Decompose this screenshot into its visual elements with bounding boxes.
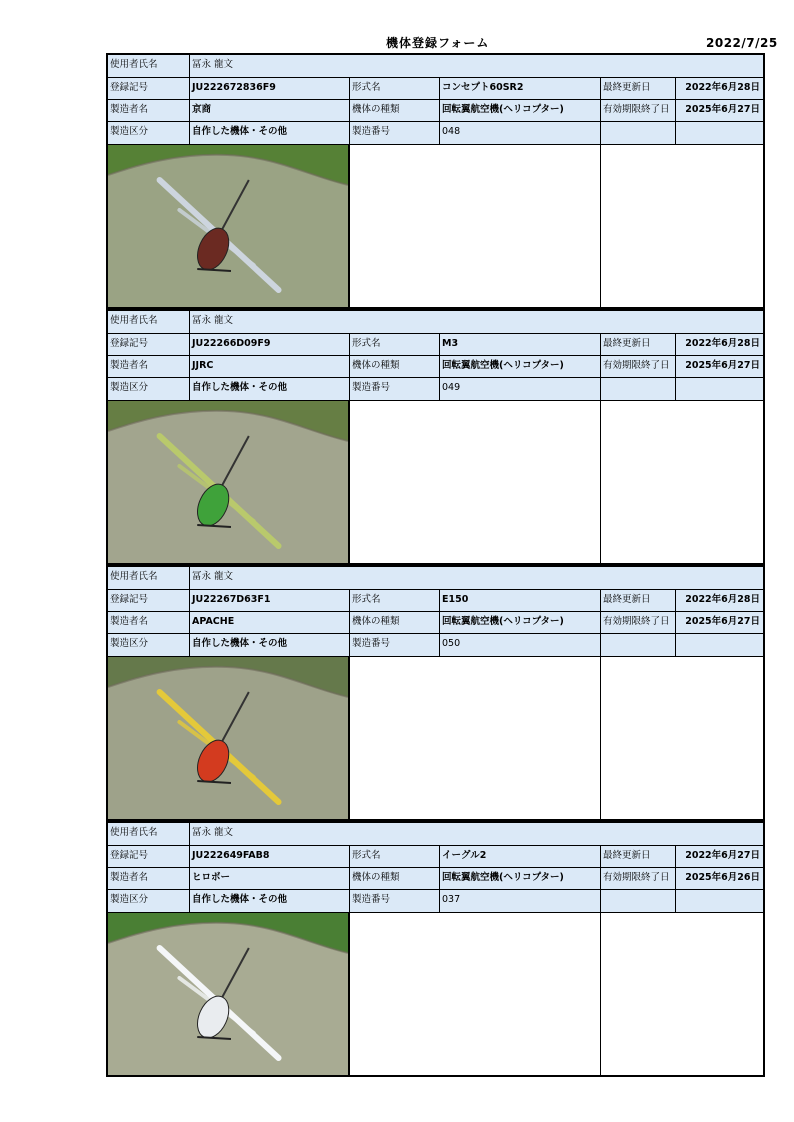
reg-no-value: JU22267D63F1 xyxy=(190,590,350,612)
category-value: 自作した機体・その他 xyxy=(190,634,350,657)
blank-area xyxy=(350,145,601,307)
blank-area xyxy=(350,913,601,1075)
category-label: 製造区分 xyxy=(108,122,190,145)
owner-label: 使用者氏名 xyxy=(108,311,190,334)
owner-value: 冨永 龍文 xyxy=(190,55,763,78)
reg-no-label: 登録記号 xyxy=(108,590,190,612)
empty-cell xyxy=(676,890,763,913)
expiry-value: 2025年6月27日 xyxy=(676,612,763,634)
category-label: 製造区分 xyxy=(108,890,190,913)
category-value: 自作した機体・その他 xyxy=(190,890,350,913)
record-block xyxy=(106,53,765,309)
reg-no-value: JU222672836F9 xyxy=(190,78,350,100)
owner-value: 冨永 龍文 xyxy=(190,823,763,846)
model-label: 形式名 xyxy=(350,78,440,100)
blank-area xyxy=(350,401,601,563)
record-list xyxy=(106,53,765,1077)
last-update-label: 最終更新日 xyxy=(601,78,676,100)
aircraft-photo xyxy=(108,401,350,563)
aircraft-photo xyxy=(108,913,350,1075)
owner-label: 使用者氏名 xyxy=(108,55,190,78)
last-update-label: 最終更新日 xyxy=(601,334,676,356)
serial-label: 製造番号 xyxy=(350,378,440,401)
empty-cell xyxy=(676,634,763,657)
helicopter-photo-icon xyxy=(108,145,348,307)
last-update-value: 2022年6月27日 xyxy=(676,846,763,868)
category-label: 製造区分 xyxy=(108,378,190,401)
owner-label: 使用者氏名 xyxy=(108,823,190,846)
last-update-label: 最終更新日 xyxy=(601,846,676,868)
type-value: 回転翼航空機(ヘリコプター) xyxy=(440,612,601,634)
model-value: コンセプト60SR2 xyxy=(440,78,601,100)
expiry-value: 2025年6月27日 xyxy=(676,356,763,378)
category-label: 製造区分 xyxy=(108,634,190,657)
record-block xyxy=(106,309,765,565)
owner-label: 使用者氏名 xyxy=(108,567,190,590)
type-value: 回転翼航空機(ヘリコプター) xyxy=(440,100,601,122)
last-update-value: 2022年6月28日 xyxy=(676,78,763,100)
empty-cell xyxy=(601,378,676,401)
record-block xyxy=(106,821,765,1077)
category-value: 自作した機体・その他 xyxy=(190,378,350,401)
type-label: 機体の種類 xyxy=(350,868,440,890)
serial-label: 製造番号 xyxy=(350,890,440,913)
maker-label: 製造者名 xyxy=(108,356,190,378)
blank-area xyxy=(350,657,601,819)
serial-label: 製造番号 xyxy=(350,634,440,657)
form-title: 機体登録フォーム xyxy=(386,36,490,50)
model-label: 形式名 xyxy=(350,846,440,868)
owner-value: 冨永 龍文 xyxy=(190,567,763,590)
helicopter-photo-icon xyxy=(108,913,348,1075)
maker-label: 製造者名 xyxy=(108,612,190,634)
serial-value: 037 xyxy=(440,890,601,913)
expiry-value: 2025年6月27日 xyxy=(676,100,763,122)
empty-cell xyxy=(601,634,676,657)
type-value: 回転翼航空機(ヘリコプター) xyxy=(440,356,601,378)
model-label: 形式名 xyxy=(350,590,440,612)
last-update-label: 最終更新日 xyxy=(601,590,676,612)
expiry-label: 有効期限終了日 xyxy=(601,868,676,890)
expiry-label: 有効期限終了日 xyxy=(601,356,676,378)
empty-cell xyxy=(601,122,676,145)
aircraft-photo xyxy=(108,657,350,819)
model-label: 形式名 xyxy=(350,334,440,356)
serial-value: 048 xyxy=(440,122,601,145)
helicopter-photo-icon xyxy=(108,657,348,819)
last-update-value: 2022年6月28日 xyxy=(676,590,763,612)
model-value: E150 xyxy=(440,590,601,612)
type-label: 機体の種類 xyxy=(350,356,440,378)
reg-no-label: 登録記号 xyxy=(108,846,190,868)
type-label: 機体の種類 xyxy=(350,612,440,634)
aircraft-photo xyxy=(108,145,350,307)
maker-label: 製造者名 xyxy=(108,868,190,890)
reg-no-value: JU222649FAB8 xyxy=(190,846,350,868)
form-date: 2022/7/25 xyxy=(706,36,778,50)
expiry-label: 有効期限終了日 xyxy=(601,100,676,122)
maker-value: ヒロボー xyxy=(190,868,350,890)
maker-label: 製造者名 xyxy=(108,100,190,122)
serial-value: 050 xyxy=(440,634,601,657)
category-value: 自作した機体・その他 xyxy=(190,122,350,145)
expiry-value: 2025年6月26日 xyxy=(676,868,763,890)
model-value: M3 xyxy=(440,334,601,356)
empty-cell xyxy=(676,378,763,401)
type-label: 機体の種類 xyxy=(350,100,440,122)
empty-cell xyxy=(676,122,763,145)
owner-value: 冨永 龍文 xyxy=(190,311,763,334)
reg-no-label: 登録記号 xyxy=(108,78,190,100)
reg-no-value: JU22266D09F9 xyxy=(190,334,350,356)
expiry-label: 有効期限終了日 xyxy=(601,612,676,634)
last-update-value: 2022年6月28日 xyxy=(676,334,763,356)
empty-cell xyxy=(601,890,676,913)
serial-label: 製造番号 xyxy=(350,122,440,145)
model-value: イーグル2 xyxy=(440,846,601,868)
maker-value: 京商 xyxy=(190,100,350,122)
record-block xyxy=(106,565,765,821)
reg-no-label: 登録記号 xyxy=(108,334,190,356)
serial-value: 049 xyxy=(440,378,601,401)
maker-value: JJRC xyxy=(190,356,350,378)
maker-value: APACHE xyxy=(190,612,350,634)
type-value: 回転翼航空機(ヘリコプター) xyxy=(440,868,601,890)
helicopter-photo-icon xyxy=(108,401,348,563)
